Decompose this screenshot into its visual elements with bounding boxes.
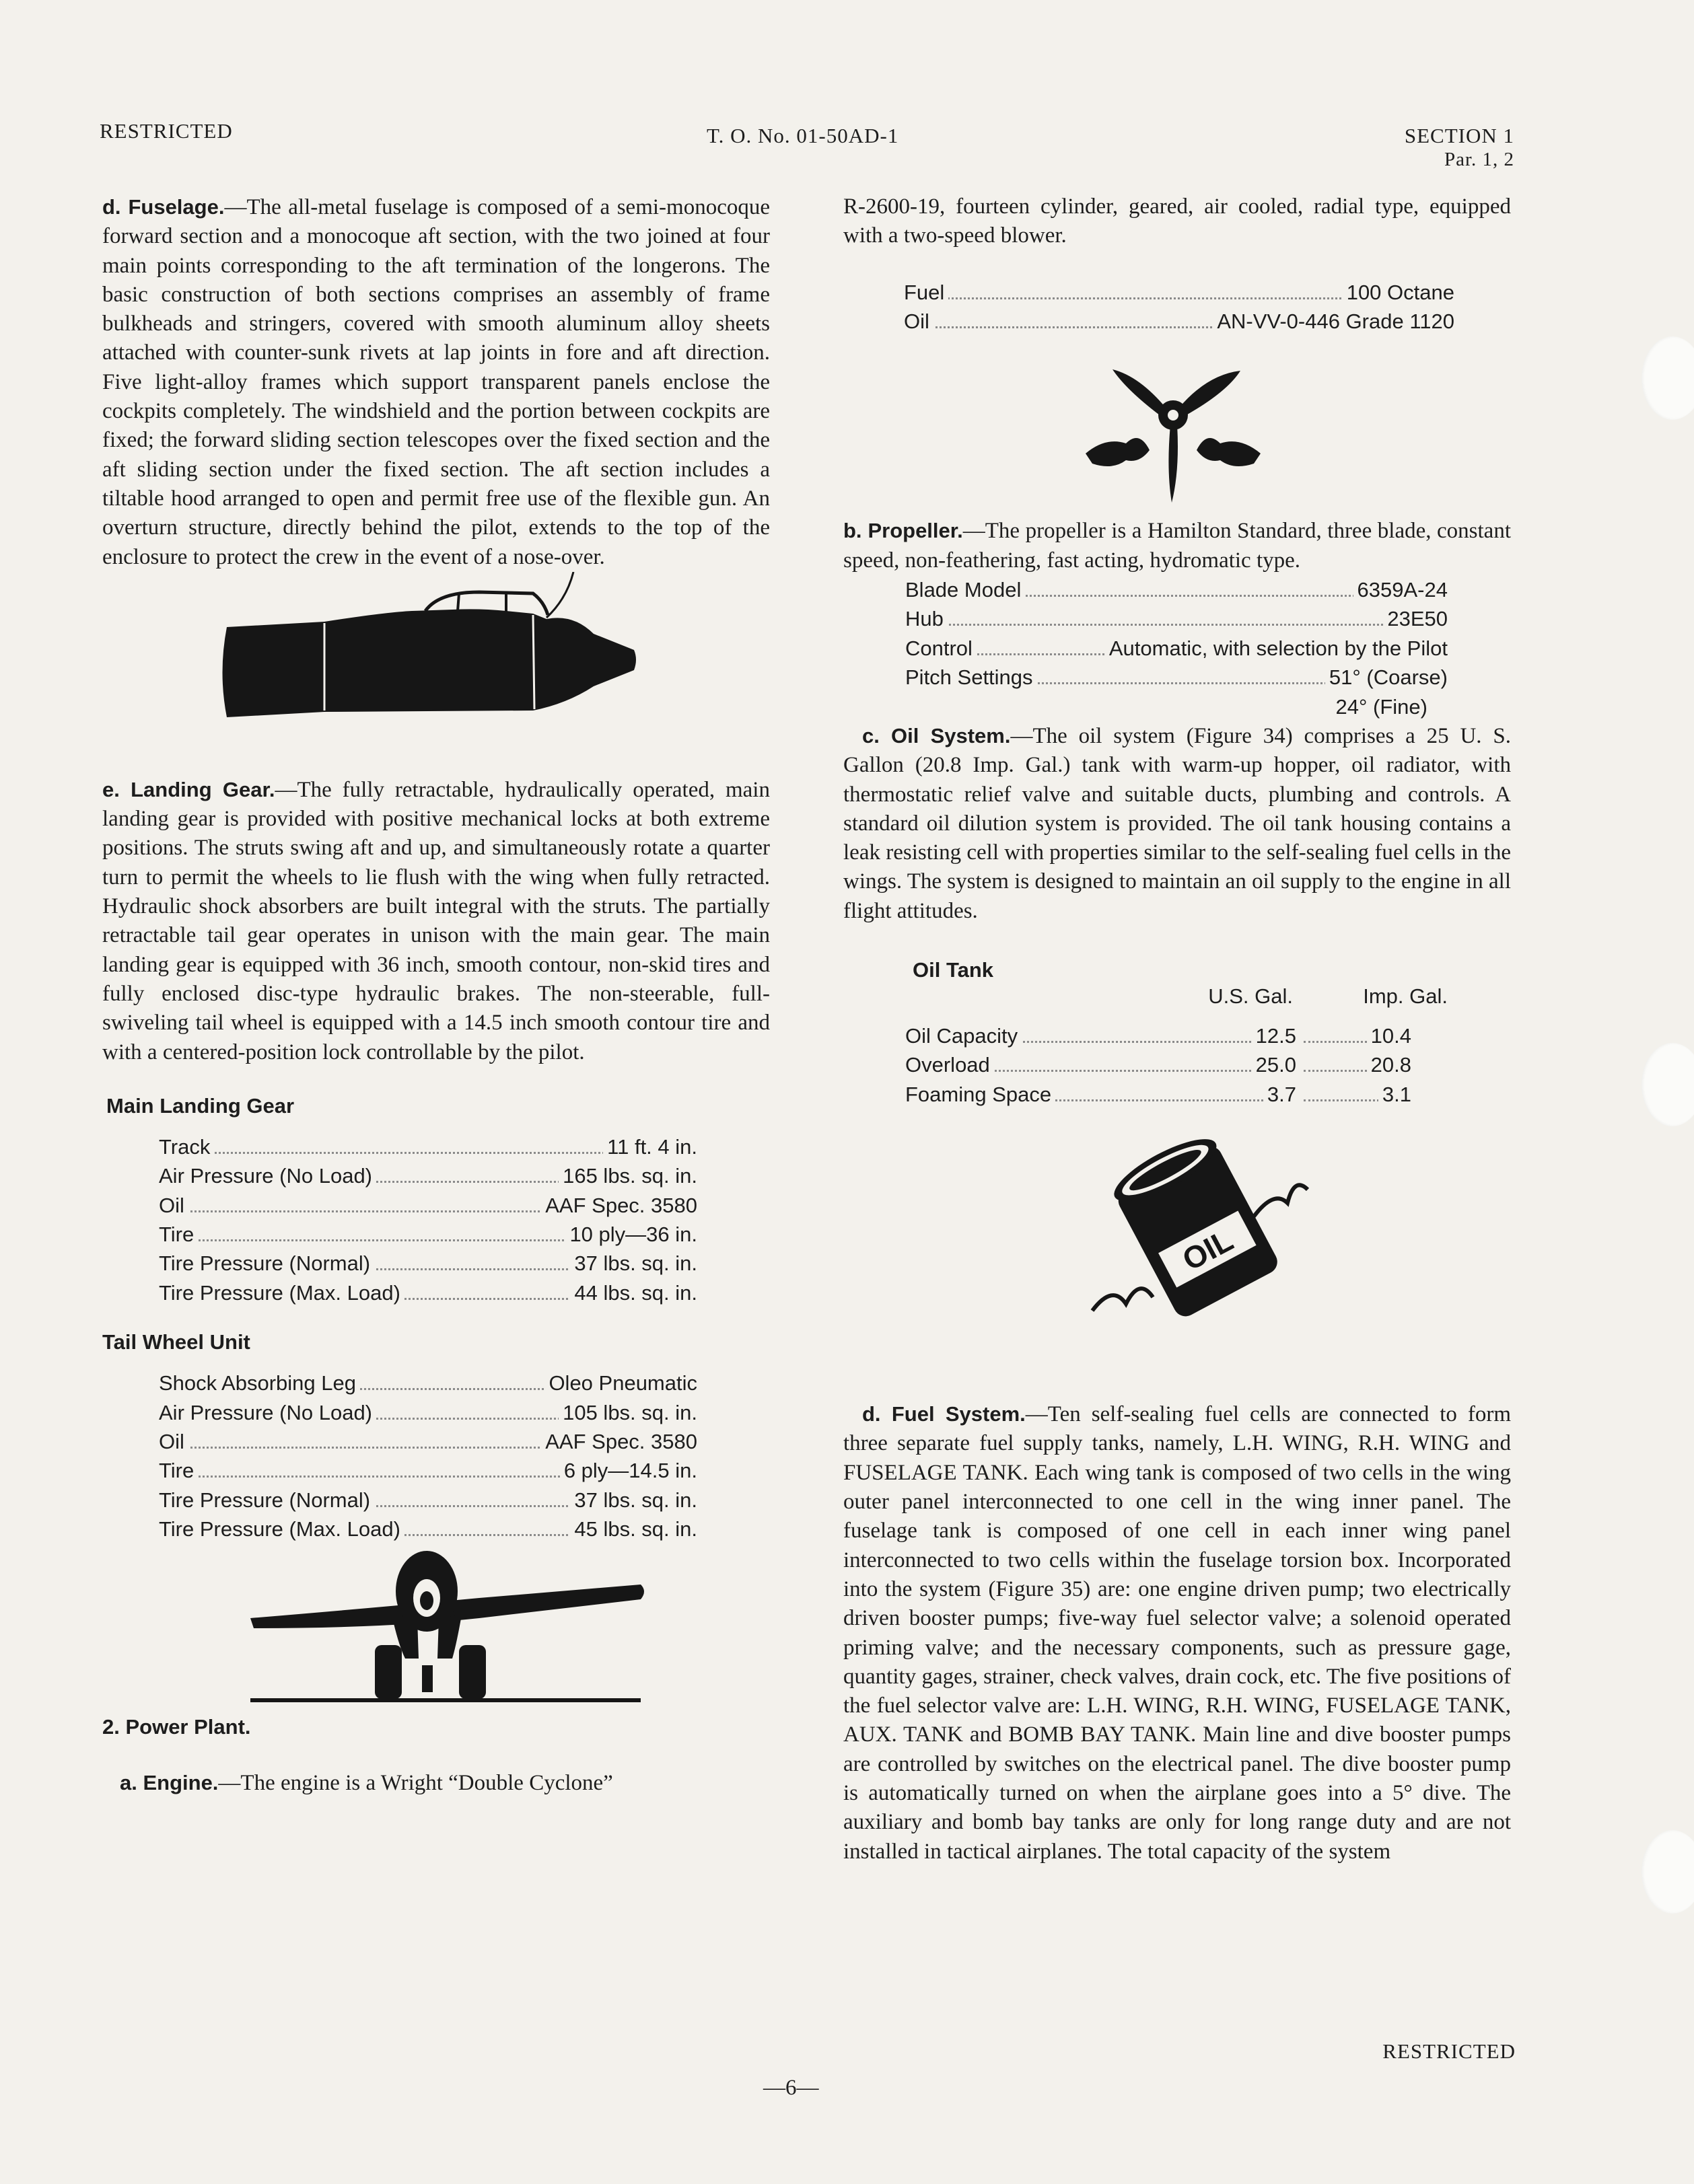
airplane-front-illustration <box>102 1544 770 1712</box>
right-column <box>843 192 1511 1866</box>
oil-tank-title: Oil Tank <box>913 958 994 982</box>
engine-continued: R-2600-19, fourteen cylinder, geared, air cooled, radial type, equipped with a two-speed blower. <box>843 194 1511 248</box>
spec-row: Blade Model 6359A-24 <box>905 575 1448 604</box>
fuselage-silhouette-icon <box>102 572 770 775</box>
main-landing-gear-title: Main Landing Gear <box>106 1093 295 1118</box>
propeller-illustration <box>843 336 1511 516</box>
spec-row: Tire Pressure (Max. Load) 44 lbs. sq. in. <box>159 1278 697 1307</box>
fuel-system-text: —Ten self-sealing fuel cells are connected to form three separate fuel supply tanks, namely, L.H. WING, R.H. WING and FUSELAGE TANK. Each wing tank is composed of two cells in the wing outer panel interconnected to one cell in the wing inner panel. The fuselage tank is composed of one cell in each inner wing panel interconnected to two cells within the fuselage torsion box. Incorporated into the system (Figure 35) are: one engine driven pump; two electrically driven booster pumps; five-way fuel selector valve; a solenoid operated priming valve; and the necessary components, such as pressure gage, quantity gages, strainer, check valves, drain cock, etc. The five positions of the fuel selector valve are: L.H. WING, R.H. WING, FUSELAGE TANK, AUX. TANK and BOMB BAY TANK. Main line and dive booster pumps are controlled by switches on the electrical panel. The dive booster pump is automatically turned on when the airplane goes into a 5° dive. The auxiliary and bomb bay tanks are only for long range duty and are not installed in tactical airplanes. The total capacity of the system <box>843 1402 1511 1864</box>
header-classification: RESTRICTED <box>100 119 233 143</box>
spec-row: Air Pressure (No Load) 165 lbs. sq. in. <box>159 1161 697 1190</box>
binder-hole-bottom <box>1642 1830 1694 1914</box>
oil-drum-illustration <box>843 1109 1511 1351</box>
oil-tank-row: Foaming Space 3.7 3.1 <box>905 1080 1411 1109</box>
oil-system-text: —The oil system (Figure 34) comprises a 25 U. S. Gallon (20.8 Imp. Gal.) tank with warm-up hopper, oil radiator, with thermostatic relief valve and suitable ducts, plumbing and controls. A standard oil dilution system is provided. The oil tank housing contains a leak resisting cell with properties similar to the self-sealing fuel cells in the wings. The system is designed to maintain an oil supply to the engine in all flight attitudes. <box>843 723 1512 923</box>
propeller-text: —The propeller is a Hamilton Standard, three blade, constant speed, non-feathering, fast acting, hydromatic type. <box>843 519 1511 573</box>
oil-drum-icon <box>843 1109 1511 1351</box>
left-column <box>102 192 770 1798</box>
binder-hole-top <box>1642 336 1694 420</box>
landing-gear-label: e. Landing Gear. <box>102 777 275 801</box>
propeller-spec-table <box>905 575 1448 721</box>
spec-row: Hub 23E50 <box>905 604 1448 633</box>
landing-gear-text: —The fully retractable, hydraulically operated, main landing gear is provided with positive mechanical locks at both extreme positions. The struts swing aft and up, and simultaneously rotate a quarter turn to permit the wheels to lie flush with the wing when fully retracted. Hydraulic shock absorbers are built integral with the struts. The partially retractable tail gear operates in unison with the main gear. The main landing gear is equipped with 36 inch, smooth contour, non-skid tires and fully enclosed disc-type hydraulic brakes. The non-steerable, full-swiveling tail wheel is equipped with a 14.5 inch smooth contour tire and with a centered-position lock controllable by the pilot. <box>102 777 770 1064</box>
engine-paragraph <box>102 1768 770 1798</box>
spec-row: Oil AN-VV-0-446 Grade 1120 <box>904 307 1454 336</box>
header-paragraphs: Par. 1, 2 <box>1444 149 1514 170</box>
oil-drum-label: OIL <box>1176 1222 1239 1278</box>
binder-hole-middle <box>1642 1043 1694 1126</box>
airplane-front-view-icon <box>102 1544 770 1712</box>
oil-tank-table <box>905 984 1448 1109</box>
spec-row: Shock Absorbing Leg Oleo Pneumatic <box>159 1369 697 1397</box>
spec-row: Control Automatic, with selection by the Pilot <box>905 634 1448 663</box>
landing-gear-paragraph <box>102 775 770 1067</box>
spec-row: Track 11 ft. 4 in. <box>159 1132 697 1161</box>
propeller-label: b. Propeller. <box>843 519 963 543</box>
engine-label: a. Engine. <box>120 1770 219 1794</box>
spec-row: Pitch Settings 51° (Coarse) <box>905 663 1448 692</box>
oil-tank-row: Overload 25.0 20.8 <box>905 1050 1411 1079</box>
header-document-number: T. O. No. 01-50AD-1 <box>707 124 899 147</box>
column-imp-gal: Imp. Gal. <box>1363 984 1448 1008</box>
page-number: —6— <box>763 2076 819 2100</box>
fuel-system-label: d. Fuel System. <box>862 1402 1026 1426</box>
spec-row-continuation: 24° (Fine) <box>905 692 1448 721</box>
fuselage-paragraph <box>102 192 770 572</box>
spec-row: Oil AAF Spec. 3580 <box>159 1427 697 1456</box>
spec-row: Tire 6 ply—14.5 in. <box>159 1456 697 1485</box>
oil-tank-column-headers <box>905 984 1448 1013</box>
fuel-system-paragraph <box>843 1399 1511 1866</box>
spec-row: Air Pressure (No Load) 105 lbs. sq. in. <box>159 1398 697 1427</box>
power-plant-heading: 2. Power Plant. <box>102 1714 251 1739</box>
header-section: SECTION 1 <box>1404 124 1514 147</box>
column-us-gal: U.S. Gal. <box>1208 984 1293 1008</box>
oil-system-label: c. Oil System. <box>862 723 1011 748</box>
spec-row: Oil AAF Spec. 3580 <box>159 1191 697 1220</box>
engine-text: —The engine is a Wright “Double Cyclone” <box>218 1770 613 1795</box>
fuel-oil-spec-table <box>904 278 1454 336</box>
tail-wheel-unit-table <box>159 1369 697 1543</box>
spec-row: Tire Pressure (Normal) 37 lbs. sq. in. <box>159 1249 697 1278</box>
main-landing-gear-table <box>159 1132 697 1307</box>
propeller-emblem-icon <box>843 336 1511 516</box>
fuselage-label: d. Fuselage. <box>102 195 225 219</box>
fuselage-text: —The all-metal fuselage is composed of a semi-monocoque forward section and a monocoque aft section, with the two joined at four main points corresponding to the aft termination of the longerons. The basic construction of both sections comprises an assembly of frame bulkheads and stringers, covered with smooth aluminum alloy sheets attached with counter-sunk rivets at lap joints in fore and aft direction. Five light-alloy frames which support transparent panels enclose the cockpits completely. The windshield and the portion between cockpits are fixed; the forward sliding section telescopes over the fixed section and the aft sliding section under the fixed section. The aft section includes a tiltable hood arranged to open and permit free use of the flexible gun. An overturn structure, directly behind the pilot, extends to the top of the enclosure to protect the crew in the event of a nose-over. <box>102 195 770 569</box>
spec-row: Fuel 100 Octane <box>904 278 1454 307</box>
spec-row: Tire 10 ply—36 in. <box>159 1220 697 1249</box>
tail-wheel-unit-title: Tail Wheel Unit <box>102 1330 250 1354</box>
propeller-paragraph <box>843 516 1511 575</box>
spec-row: Tire Pressure (Max. Load) 45 lbs. sq. in. <box>159 1515 697 1543</box>
oil-system-paragraph <box>843 721 1511 926</box>
spec-row: Tire Pressure (Normal) 37 lbs. sq. in. <box>159 1486 697 1515</box>
fuselage-illustration <box>102 572 770 775</box>
footer-classification: RESTRICTED <box>1382 2039 1516 2063</box>
oil-tank-row: Oil Capacity 12.5 10.4 <box>905 1021 1411 1050</box>
